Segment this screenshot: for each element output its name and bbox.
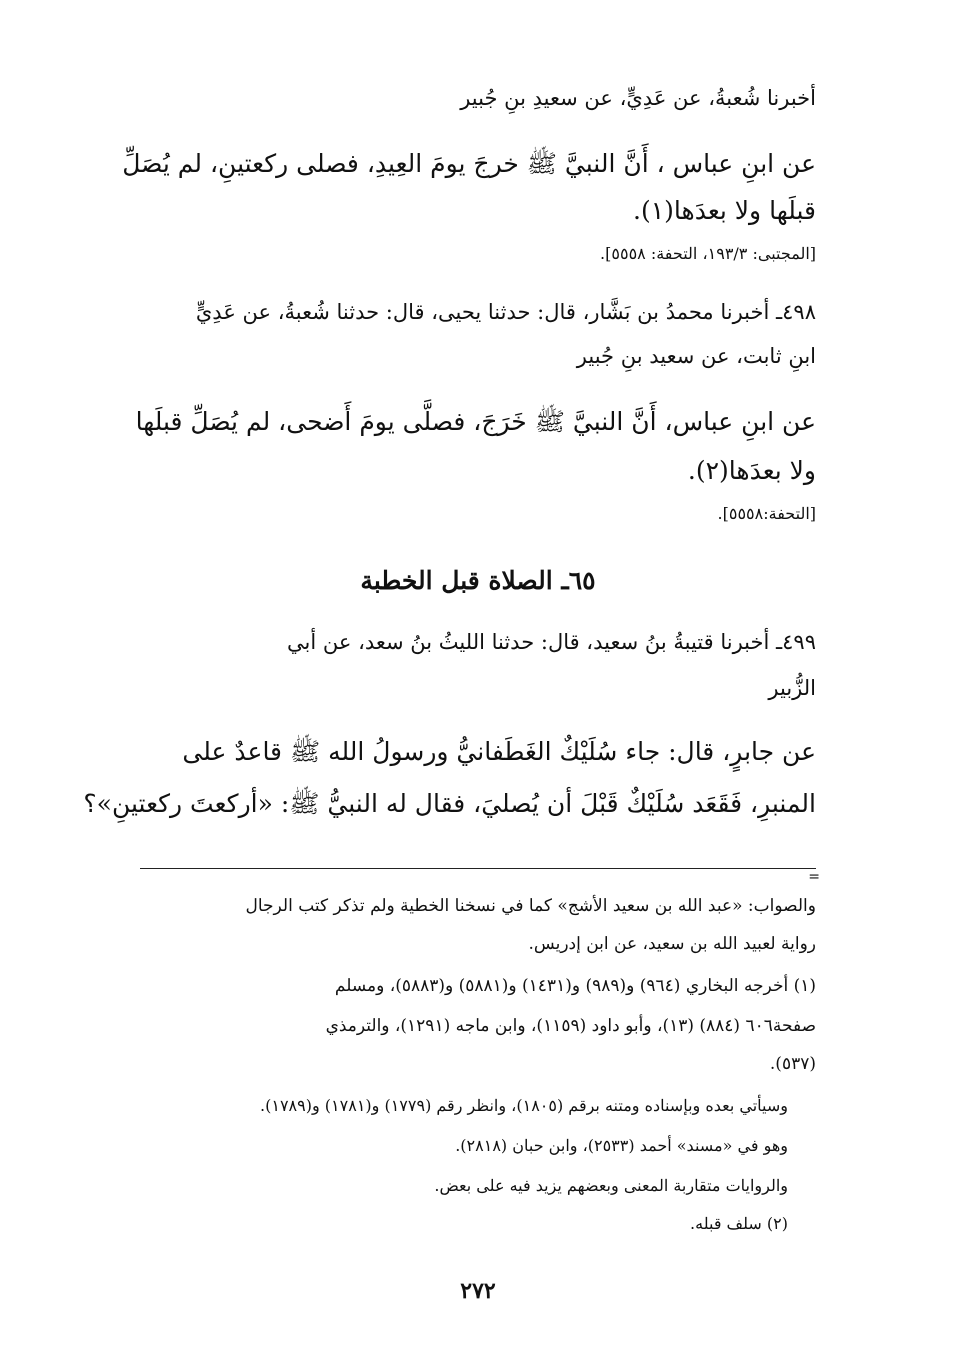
- hadith-499-isnad-line1: ٤٩٩ـ أخبرنا قتيبةُ بنُ سعيد، قال: حدثنا الليثُ بنُ سعد، عن أبي: [287, 630, 816, 654]
- footnote-continued-line1: والصواب: «عبد الله بن سعيد الأشج» كما في نسخنا الخطية ولم تذكر كتب الرجال: [245, 896, 816, 916]
- footnote-separator: [140, 868, 816, 869]
- chapter-title: ٦٥ـ الصلاة قبل الخطبة: [360, 566, 596, 595]
- hadith-499-matn-line2: المنبرِ، فَقَعَد سُلَيْكٌ قَبْلَ أن يُصليَ، فقال له النبيُّ ﷺ: «أركعتَ ركعتينِ»؟: [83, 789, 816, 818]
- hadith-498-matn-line2: ولا بعدَها(٢).: [687, 456, 816, 485]
- hadith-498-isnad-line1: ٤٩٨ـ أخبرنا محمدُ بن بَشَّار، قال: حدثنا يحيى، قال: حدثنا شُعبةُ، عن عَدِيٍّ: [195, 300, 816, 324]
- footnote-1-sub1: وسيأتي بعده وبإسناده ومتنه برقم (١٨٠٥)، وانظر رقم (١٧٧٩) و(١٧٨١) و(١٧٨٩).: [260, 1096, 788, 1115]
- footnote-1-sub3: والروايات متقاربة المعنى وبعضهم يزيد فيه على بعض.: [434, 1176, 788, 1195]
- page-number: ٢٧٢: [460, 1278, 496, 1304]
- hadith-498-reference: [التحفة:٥٥٥٨].: [717, 504, 816, 523]
- hadith-497-matn-line2: قبلَها ولا بعدَها(١).: [633, 196, 816, 225]
- footnote-2: (٢) سلف قبله.: [690, 1214, 788, 1233]
- footnote-continued-line2: رواية لعبيد الله بن سعيد، عن ابن إدريس.: [528, 934, 816, 954]
- footnote-1-line3: (٥٣٧).: [769, 1054, 816, 1074]
- hadith-497-isnad: أخبرنا شُعبةُ، عن عَدِيٍّ، عن سعيدِ بنِ جُبير: [460, 86, 816, 110]
- footnote-1-sub2: وهو في «مسند» أحمد (٢٥٣٣)، وابن حبان (٢٨١٨).: [455, 1136, 788, 1155]
- hadith-498-matn-line1: عن ابنِ عباس، أَنَّ النبيَّ ﷺ خَرَجَ، فصلَّى يومَ أَضحى، لم يُصَلِّ قبلَها: [135, 407, 816, 436]
- footnote-1-line2: صفحة٦٠٦ (٨٨٤) (١٣)، وأبو داود (١١٥٩)، وابن ماجه (١٢٩١)، والترمذي: [325, 1016, 816, 1036]
- footnote-1-line1: (١) أخرجه البخاري (٩٦٤) و(٩٨٩) و(١٤٣١) و(٥٨٨١) و(٥٨٨٣)، ومسلم: [334, 976, 816, 996]
- hadith-497-reference: [المجتبى: ١٩٣/٣، التحفة: ٥٥٥٨].: [600, 244, 816, 263]
- hadith-497-matn-line1: عن ابنِ عباس ، أَنَّ النبيَّ ﷺ خرجَ يومَ العِيدِ، فصلى ركعتينِ، لم يُصَلِّ: [122, 149, 816, 178]
- footnote-continuation-mark: =: [808, 869, 820, 885]
- hadith-498-isnad-line2: ابنِ ثابت، عن سعيد بنِ جُبير: [576, 344, 816, 368]
- hadith-499-isnad-line2: الزُّبير: [768, 676, 816, 700]
- hadith-499-matn-line1: عن جابرٍ، قال: جاء سُلَيْكٌ الغَطَفانيُّ ورسولُ الله ﷺ قاعدٌ على: [182, 737, 816, 766]
